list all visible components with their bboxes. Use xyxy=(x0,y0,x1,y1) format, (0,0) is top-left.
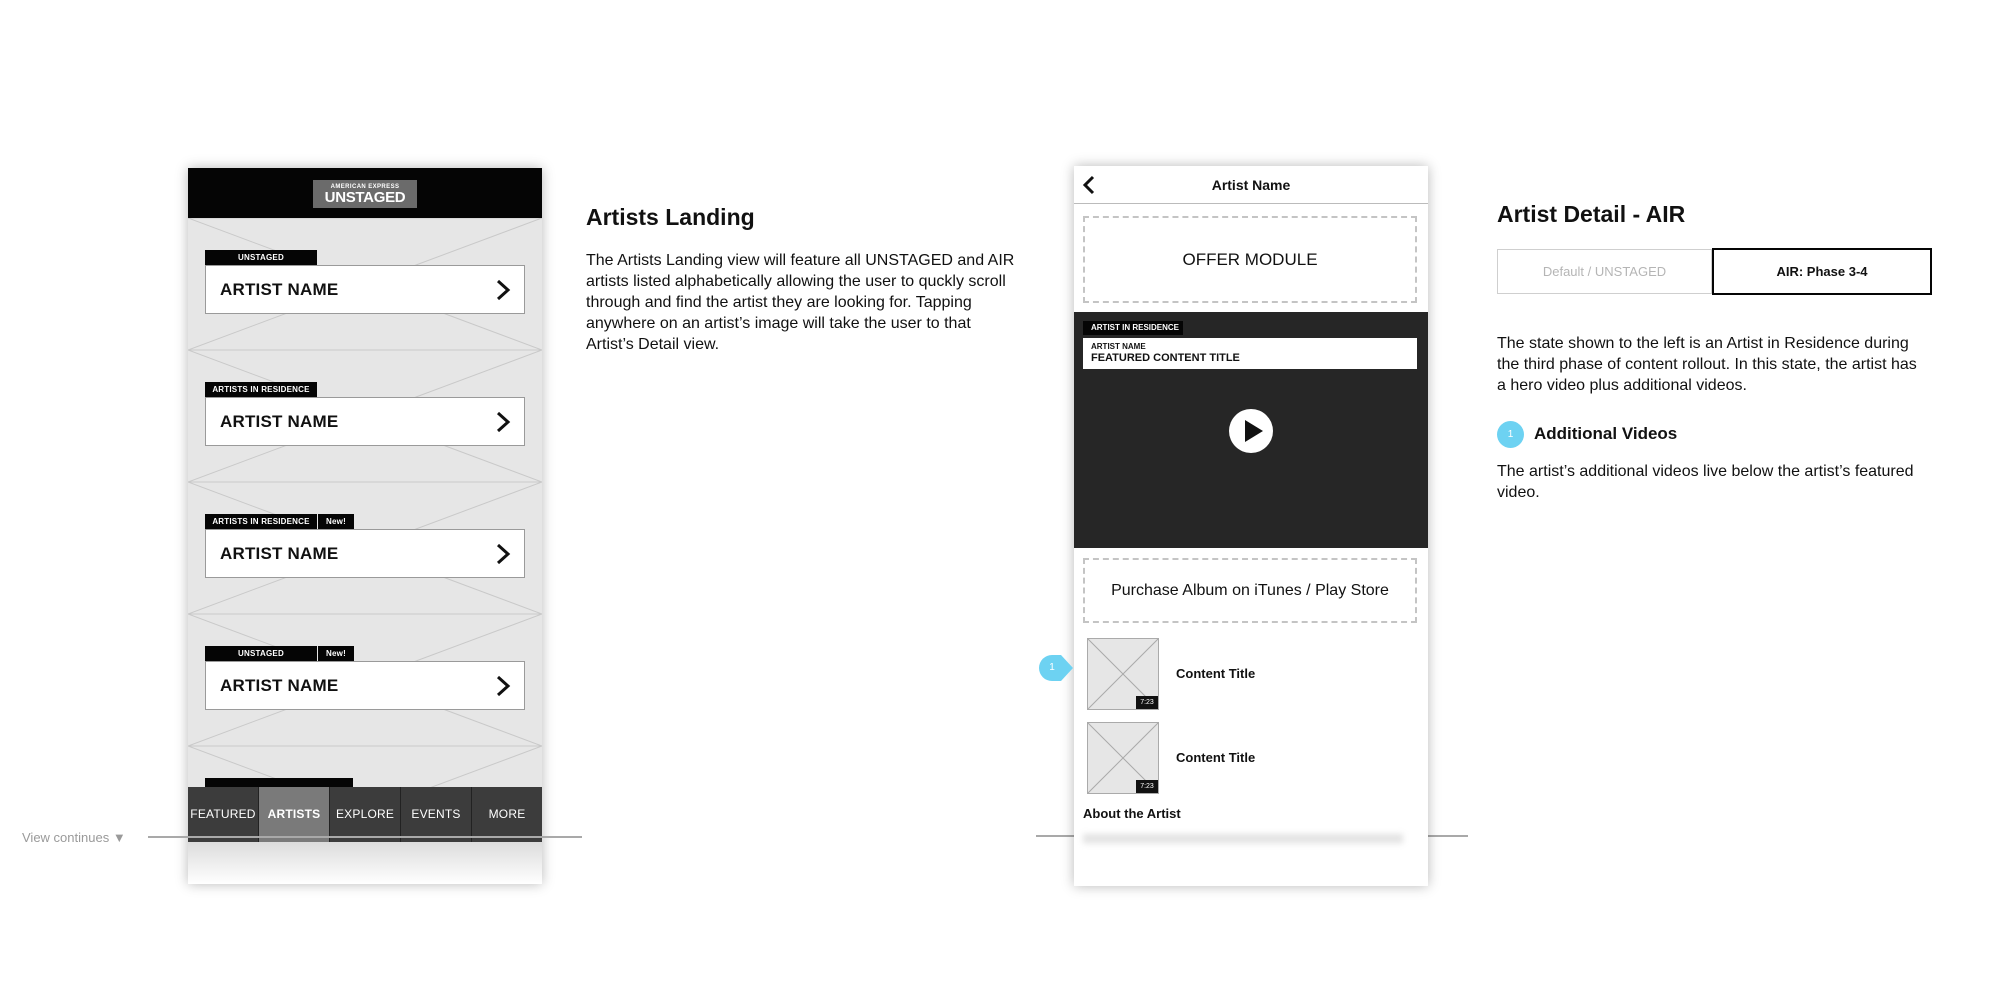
artist-name: ARTIST NAME xyxy=(220,280,339,299)
card-tag: UNSTAGED xyxy=(205,646,317,661)
segment-default-unstaged[interactable]: Default / UNSTAGED xyxy=(1497,249,1712,294)
artist-card[interactable] xyxy=(205,529,525,578)
callout-number: 1 xyxy=(1049,662,1055,673)
chevron-right-icon xyxy=(492,410,514,434)
new-badge: New! xyxy=(318,646,354,661)
scroll-fade xyxy=(188,842,542,884)
landing-heading: Artists Landing xyxy=(586,204,755,230)
card-tag-partial xyxy=(205,778,353,787)
artist-list[interactable] xyxy=(188,218,542,787)
video-duration: 7:23 xyxy=(1136,780,1158,793)
fold-line-left xyxy=(148,836,582,838)
chevron-right-icon xyxy=(492,674,514,698)
detail-description: The state shown to the left is an Artist in Residence during the third phase of content rollout. In this state, the artist has a hero video plus additional videos. xyxy=(1497,335,1917,394)
chevron-right-icon xyxy=(492,278,514,302)
annotation-number-badge: 1 xyxy=(1497,421,1524,448)
artists-landing-phone xyxy=(188,168,542,884)
artist-name: ARTIST NAME xyxy=(220,676,339,695)
nav-title: Artist Name xyxy=(1211,177,1291,193)
artist-card[interactable] xyxy=(205,661,525,710)
video-title[interactable]: Content Title xyxy=(1176,666,1256,681)
artist-card[interactable] xyxy=(205,265,525,314)
hero-artist-name: ARTIST NAME xyxy=(1091,342,1146,351)
annotation-text: The artist’s additional videos live below the artist’s featured video. xyxy=(1497,463,1914,501)
card-tag: ARTISTS IN RESIDENCE xyxy=(205,382,317,397)
purchase-album-button[interactable]: Purchase Album on iTunes / Play Store xyxy=(1083,558,1417,623)
app-header xyxy=(188,168,542,218)
hero-content-title: FEATURED CONTENT TITLE xyxy=(1091,352,1240,364)
tab-events[interactable]: EVENTS xyxy=(401,787,472,842)
video-thumbnail[interactable] xyxy=(1087,638,1159,710)
artist-card[interactable] xyxy=(205,397,525,446)
video-thumbnail[interactable] xyxy=(1087,722,1159,794)
tab-explore[interactable]: EXPLORE xyxy=(330,787,401,842)
detail-heading: Artist Detail - AIR xyxy=(1497,201,1686,227)
hero-video[interactable] xyxy=(1074,312,1428,548)
logo-line1: AMERICAN EXPRESS xyxy=(330,184,400,190)
scroll-fade xyxy=(1074,826,1428,886)
amex-unstaged-logo[interactable] xyxy=(313,180,417,208)
offer-module[interactable]: OFFER MODULE xyxy=(1083,216,1417,303)
chevron-right-icon xyxy=(492,542,514,566)
annotation-title: Additional Videos xyxy=(1534,424,1678,443)
artist-name: ARTIST NAME xyxy=(220,544,339,563)
segment-air-phase[interactable]: AIR: Phase 3-4 xyxy=(1712,248,1932,295)
video-duration: 7:23 xyxy=(1136,696,1158,709)
about-artist-heading: About the Artist xyxy=(1083,806,1181,821)
card-tag: ARTISTS IN RESIDENCE xyxy=(205,514,317,529)
card-tag: UNSTAGED xyxy=(205,250,317,265)
view-continues-label: View continues ▼ xyxy=(22,830,126,845)
logo-line2: UNSTAGED xyxy=(324,189,406,206)
tab-artists[interactable]: ARTISTS xyxy=(259,787,330,842)
artist-name: ARTIST NAME xyxy=(220,412,339,431)
tab-more[interactable]: MORE xyxy=(488,807,526,821)
video-title[interactable]: Content Title xyxy=(1176,750,1256,765)
tab-featured[interactable]: FEATURED xyxy=(188,787,259,842)
hero-title-box xyxy=(1083,338,1417,369)
bottom-tab-bar xyxy=(188,787,542,842)
hero-tag: ARTIST IN RESIDENCE xyxy=(1083,321,1183,335)
detail-nav-bar xyxy=(1074,166,1428,204)
landing-description: The Artists Landing view will feature all UNSTAGED and AIR artists listed alphabetically allowing the user to quckly scroll through and find the artist they are looking for. Tapping anywhere on an artist’s image will take the user to that Artist’s Detail view. xyxy=(586,252,1015,353)
new-badge: New! xyxy=(318,514,354,529)
play-icon[interactable] xyxy=(1228,408,1274,454)
artist-detail-phone xyxy=(1074,166,1428,886)
